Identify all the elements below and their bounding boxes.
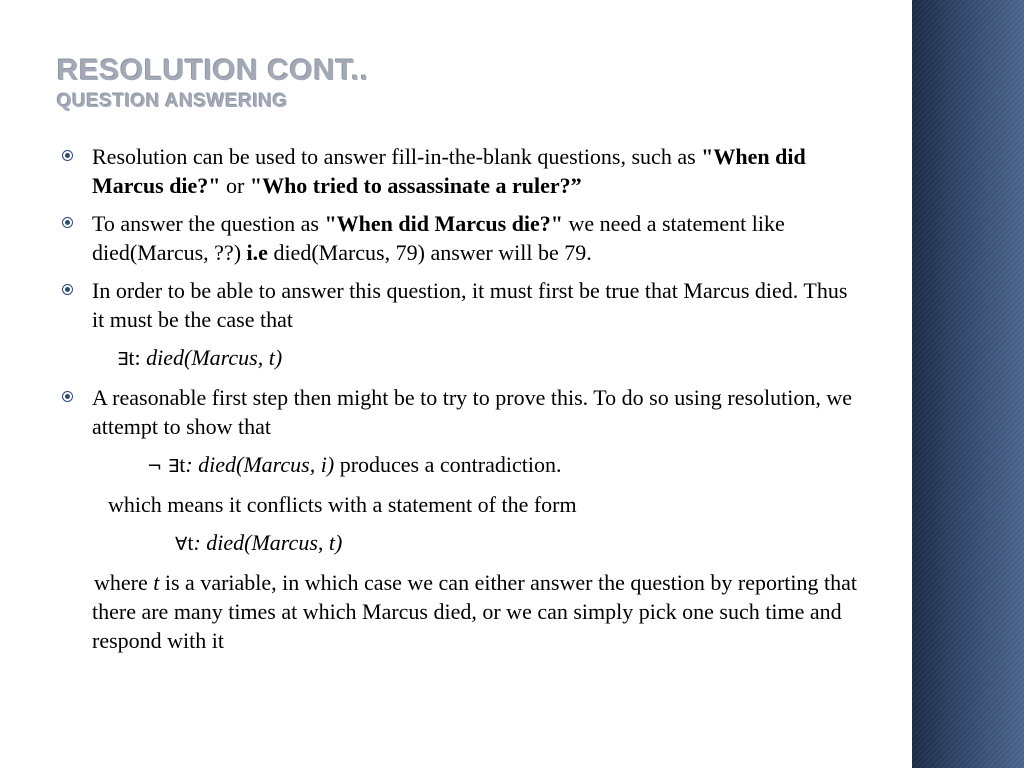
bullet-text: A reasonable first step then might be to try to prove this. To do so using resolution, we attempt to show that [92, 385, 853, 439]
where-text: is a variable, in which case we can either answer the question by reporting that there are many times at which Marcus died, or we can simply pick one such time and respond with it [92, 570, 858, 653]
question-text: "Who tried to assassinate a ruler?” [249, 173, 582, 198]
variable-t: t [153, 570, 160, 595]
ie-text: i.e [246, 240, 268, 265]
circle-bullet-icon [62, 217, 73, 228]
where-text: where [94, 570, 154, 595]
bullet-item [60, 276, 860, 334]
formula-forall [60, 528, 860, 559]
exists-symbol: ∃ [117, 349, 129, 370]
forall-symbol: ∀ [175, 534, 188, 555]
question-text: "When did Marcus die?" [92, 144, 806, 198]
slide-subtitle: QUESTION ANSWERING [57, 91, 289, 112]
bullet-text: we need a statement like died(Marcus, ??) [92, 211, 785, 265]
formula-expression: : died(Marcus, i) [185, 452, 335, 477]
where-paragraph [60, 568, 860, 655]
formula-var: t [179, 452, 186, 477]
bullet-text: In order to be able to answer this question, it must first be true that Marcus died. Thus it must be the case that [92, 278, 848, 332]
formula-exists [60, 343, 860, 374]
bullet-item [60, 142, 860, 200]
side-decorative-panel [912, 0, 1024, 768]
bullet-item [60, 383, 860, 441]
circle-bullet-icon [62, 391, 73, 402]
not-exists-symbol: ¬ ∃ [147, 456, 180, 477]
which-line: which means it conflicts with a statement of the form [108, 492, 577, 517]
slide-content [60, 142, 860, 664]
slide-title: RESOLUTION CONT.. [57, 54, 369, 87]
formula-tail: produces a contradiction. [334, 452, 562, 477]
bullet-text: To answer the question as [92, 211, 325, 236]
circle-bullet-icon [62, 150, 73, 161]
bullet-text: or [220, 173, 250, 198]
slide-title-block [57, 54, 369, 114]
formula-expression: : died(Marcus, t) [193, 530, 343, 555]
bullet-text: died(Marcus, 79) answer will be 79. [267, 240, 592, 265]
bullet-item [60, 209, 860, 267]
formula-expression: died(Marcus, t) [140, 345, 283, 370]
formula-not-exists [60, 450, 860, 481]
bullet-text: Resolution can be used to answer fill-in-the-blank questions, such as [92, 144, 702, 169]
formula-var: t [187, 530, 194, 555]
formula-var: t: [128, 345, 141, 370]
question-text: "When did Marcus die?" [324, 211, 564, 236]
circle-bullet-icon [62, 284, 73, 295]
